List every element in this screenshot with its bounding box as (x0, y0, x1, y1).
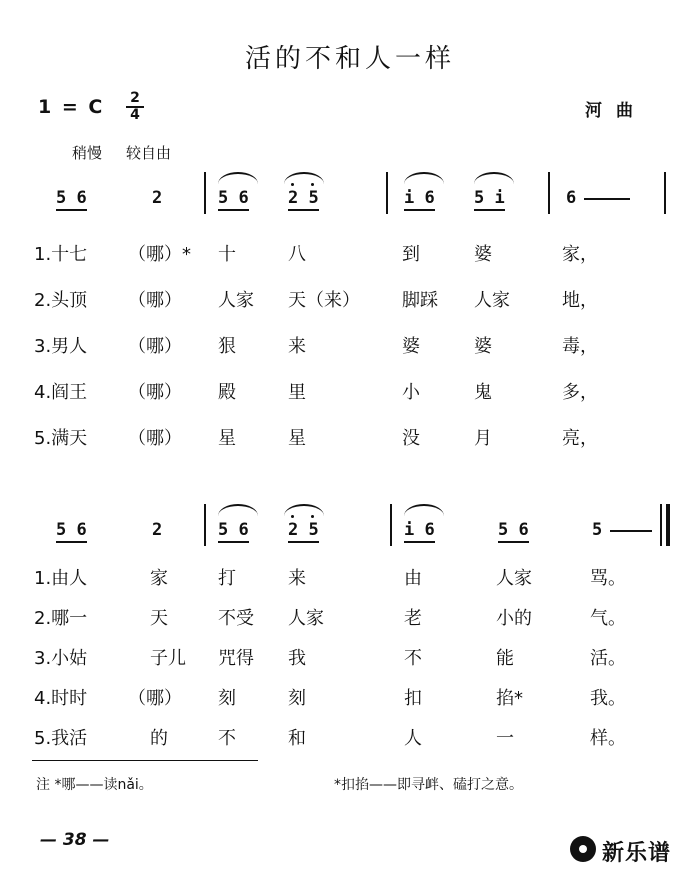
lyric: 天（来） (288, 290, 360, 311)
lyric: 狠 (218, 336, 236, 357)
octave-dot (311, 515, 314, 518)
barline (390, 504, 392, 546)
lyric: 不受 (218, 608, 254, 629)
final-barline (666, 504, 670, 546)
note-group: 5 (592, 520, 603, 540)
lyric: 人家 (496, 568, 532, 589)
lyric: 八 (288, 244, 306, 265)
lyric: 小 (402, 382, 420, 403)
lyric: 婆 (402, 336, 420, 357)
lyric: 4.阎王 (34, 382, 88, 403)
lyric: 2.哪一 (34, 608, 88, 629)
logo-text: 新乐谱 (602, 841, 672, 866)
lyric: 骂。 (590, 568, 626, 589)
lyric: （哪） (128, 688, 182, 709)
lyric: 3.小姑 (34, 648, 88, 669)
lyric: 家， (562, 244, 598, 265)
lyric: 亮， (562, 428, 598, 449)
time-signature-bottom: 4 (130, 107, 140, 123)
note-group: 5 6 (56, 520, 87, 543)
lyric: 咒得 (218, 648, 254, 669)
note-group: 5 i (474, 188, 505, 211)
lyric: 1.由人 (34, 568, 88, 589)
slur (284, 172, 324, 184)
hold-dash (584, 198, 630, 200)
slur (218, 172, 258, 184)
lyric: 能 (496, 648, 514, 669)
lyric: 来 (288, 568, 306, 589)
tempo-1: 稍慢 (72, 144, 103, 162)
note-group: 5 6 (218, 188, 249, 211)
slur (474, 172, 514, 184)
lyric: 我。 (590, 688, 626, 709)
barline (664, 172, 666, 214)
lyric: 一 (496, 728, 514, 749)
octave-dot (291, 515, 294, 518)
lyric: 我 (288, 648, 306, 669)
lyric: 老 (404, 608, 422, 629)
lyric: （哪） (128, 428, 182, 449)
lyric: 的 (150, 728, 168, 749)
lyric: 5.我活 (34, 728, 88, 749)
lyric: 来 (288, 336, 306, 357)
lyric: 子儿 (150, 648, 186, 669)
note-group: 5 6 (498, 520, 529, 543)
lyric: 家 (150, 568, 168, 589)
note-group: i 6 (404, 520, 435, 543)
slur (218, 504, 258, 516)
lyric: 扣 (404, 688, 422, 709)
lyric: 没 (402, 428, 420, 449)
note-group: 6 (566, 188, 577, 208)
lyric: 不 (218, 728, 236, 749)
lyric: 鬼 (474, 382, 492, 403)
octave-dot (291, 183, 294, 186)
lyric: 人家 (288, 608, 324, 629)
lyric: （哪） (128, 336, 182, 357)
lyric: 天 (150, 608, 168, 629)
barline (548, 172, 550, 214)
footnote-rule (32, 760, 258, 761)
lyric: 3.男人 (34, 336, 88, 357)
lyric: 由 (404, 568, 422, 589)
slur (404, 504, 444, 516)
note-group: i 6 (404, 188, 435, 211)
lyric: 毒， (562, 336, 598, 357)
lyric: 人家 (474, 290, 510, 311)
lyric: 不 (404, 648, 422, 669)
lyric: 十 (218, 244, 236, 265)
lyric: 刻 (218, 688, 236, 709)
lyric: 活。 (590, 648, 626, 669)
note-group: 5 6 (56, 188, 87, 211)
lyric: 掐* (496, 688, 523, 709)
footnote-left: 注 *哪——读nǎi。 (36, 777, 153, 793)
lyric: 和 (288, 728, 306, 749)
note-group: 2 (152, 520, 163, 540)
lyric: 星 (218, 428, 236, 449)
lyric: 脚踩 (402, 290, 438, 311)
time-signature-top: 2 (130, 90, 140, 106)
tempo-2: 较自由 (126, 144, 172, 162)
barline (204, 172, 206, 214)
lyric: 2.头顶 (34, 290, 88, 311)
page-number: — 38 — (40, 830, 110, 850)
tempo-marking (72, 142, 195, 163)
lyric: 人家 (218, 290, 254, 311)
lyric: 月 (474, 428, 492, 449)
lyric: 气。 (590, 608, 626, 629)
hold-dash (610, 530, 652, 532)
lyric: 打 (218, 568, 236, 589)
barline (660, 504, 662, 546)
lyric: 殿 (218, 382, 236, 403)
lyric: 4.时时 (34, 688, 88, 709)
lyric: 婆 (474, 336, 492, 357)
lyric: 刻 (288, 688, 306, 709)
slur (404, 172, 444, 184)
composer-label: 河曲 (585, 101, 647, 121)
lyric: 小的 (496, 608, 532, 629)
song-title: 活的不和人一样 (244, 44, 455, 74)
lyric: 样。 (590, 728, 626, 749)
slur (284, 504, 324, 516)
lyric: 婆 (474, 244, 492, 265)
octave-dot (311, 183, 314, 186)
lyric: 地， (562, 290, 598, 311)
key-signature: 1 = C (38, 96, 105, 118)
lyric: （哪） (128, 290, 182, 311)
record-icon (570, 836, 596, 862)
footnote-right: *扣掐——即寻衅、磕打之意。 (334, 777, 523, 793)
lyric: （哪） (128, 382, 182, 403)
lyric: 人 (404, 728, 422, 749)
lyric: 里 (288, 382, 306, 403)
lyric: 多， (562, 382, 598, 403)
note-group: 2 5 (288, 520, 319, 543)
lyric: 5.满天 (34, 428, 88, 449)
lyric: 星 (288, 428, 306, 449)
barline (204, 504, 206, 546)
note-group: 2 5 (288, 188, 319, 211)
note-group: 5 6 (218, 520, 249, 543)
lyric: 1.十七 (34, 244, 88, 265)
lyric: 到 (402, 244, 420, 265)
note-group: 2 (152, 188, 163, 208)
barline (386, 172, 388, 214)
time-signature (126, 92, 144, 122)
lyric: （哪）* (128, 244, 191, 265)
